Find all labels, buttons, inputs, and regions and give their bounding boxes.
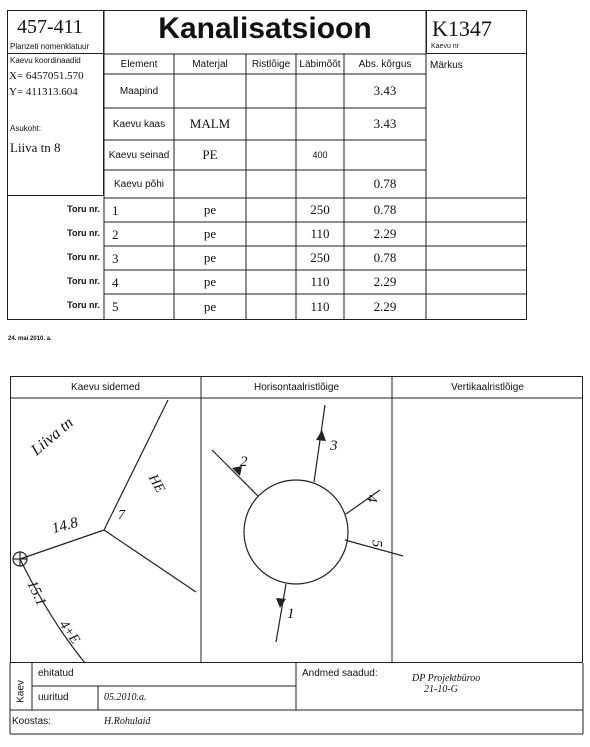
table-cell-materjal: PE xyxy=(202,147,218,162)
table-cell-korgus: 3.43 xyxy=(373,116,397,131)
horisontaal-sketch xyxy=(212,405,403,642)
col-header-ristloige: Ristlõige xyxy=(251,58,291,70)
pipe-korgus: 2.29 xyxy=(373,226,397,241)
col-header-materjal: Materjal xyxy=(192,58,228,70)
date-note: 24. mai 2010. a. xyxy=(8,336,52,342)
y-coord: Y= 411313.604 xyxy=(9,86,78,98)
asukoht-label: Asukoht: xyxy=(10,124,42,133)
pipe-labimoot: 250 xyxy=(310,250,330,265)
toru-label: Toru nr. xyxy=(67,300,100,310)
toru-label: Toru nr. xyxy=(67,252,100,262)
pipe-label-5: 5 xyxy=(368,539,385,548)
andmed-value-2: 21-10-G xyxy=(424,684,458,695)
page-title: Kanalisatsioon xyxy=(158,12,372,45)
uuritud-label: uuritud xyxy=(38,692,69,703)
pipe-materjal: pe xyxy=(203,226,217,241)
pipe-labimoot: 110 xyxy=(310,226,330,241)
pipe-label-1: 1 xyxy=(287,606,295,622)
table-cell-labimoot: 400 xyxy=(312,150,328,160)
toru-label: Toru nr. xyxy=(67,204,100,214)
andmed-value-1: DP Projektbüroo xyxy=(412,673,481,684)
panel-title-vertikaal: Vertikaalristlõige xyxy=(451,381,524,393)
table-row-element: Kaevu seinad xyxy=(108,149,170,161)
uuritud-value: 05.2010.a. xyxy=(104,692,147,703)
pipe-nr: 2 xyxy=(112,227,119,242)
pipe-nr: 3 xyxy=(112,251,119,266)
pipe-label-3: 3 xyxy=(330,438,338,454)
pipe-nr: 5 xyxy=(112,299,119,314)
table-cell-korgus: 3.43 xyxy=(373,83,397,98)
pipe-korgus: 2.29 xyxy=(373,299,397,314)
markus-label: Märkus xyxy=(430,60,463,71)
andmed-label: Andmed saadud: xyxy=(302,668,378,679)
distance-label-1: 14.8 xyxy=(50,514,80,538)
pipe-korgus: 2.29 xyxy=(373,274,397,289)
pipe-labimoot: 110 xyxy=(310,299,330,314)
col-header-element: Element xyxy=(120,58,158,70)
nomenklatuur-value: 457-411 xyxy=(17,16,83,38)
pipe-korgus: 0.78 xyxy=(373,250,397,265)
pipe-labimoot: 250 xyxy=(310,202,330,217)
pipe-label-2: 2 xyxy=(240,454,248,470)
koostas-value: H.Rohulaid xyxy=(104,716,151,727)
toru-label: Toru nr. xyxy=(67,228,100,238)
mark-he-1: HE xyxy=(145,472,168,496)
pipe-materjal: pe xyxy=(203,299,217,314)
pipe-korgus: 0.78 xyxy=(373,202,397,217)
ehitatud-label: ehitatud xyxy=(38,668,74,679)
panel-title-sidemed: Kaevu sidemed xyxy=(71,381,140,393)
x-coord: X= 6457051.570 xyxy=(9,70,84,82)
table-row-element: Kaevu kaas xyxy=(112,118,166,130)
table-cell-materjal: MALM xyxy=(189,116,231,131)
pipe-materjal: pe xyxy=(203,250,217,265)
table-row-element: Maapind xyxy=(119,85,159,97)
kaevu-nr-value: K1347 xyxy=(432,16,492,41)
distance-label-2: 15.1 xyxy=(23,578,50,609)
pipe-materjal: pe xyxy=(203,274,217,289)
coords-label: Kaevu koordinaadid xyxy=(10,56,81,65)
col-header-labimoot: Läbimõõt xyxy=(299,58,341,70)
col-header-korgus: Abs. kõrgus xyxy=(358,58,412,70)
mark-7: 7 xyxy=(118,508,125,523)
kaev-label: Kaev xyxy=(15,680,27,703)
koostas-label: Koostas: xyxy=(12,716,51,727)
table-cell-korgus: 0.78 xyxy=(373,176,397,191)
panel-title-horisontaal: Horisontaalristlõige xyxy=(253,381,340,393)
pipe-label-4: 4 xyxy=(363,494,380,503)
toru-label: Toru nr. xyxy=(67,276,100,286)
mark-he-2: 4+E xyxy=(55,618,83,648)
pipe-nr: 1 xyxy=(112,203,119,218)
table-row-element: Kaevu põhi xyxy=(113,178,165,190)
pipe-materjal: pe xyxy=(203,202,217,217)
kaevu-nr-label: Kaevu nr xyxy=(431,43,460,50)
asukoht-value: Liiva tn 8 xyxy=(10,140,61,155)
pipe-nr: 4 xyxy=(112,275,119,290)
street-label: Liiva tn xyxy=(28,414,77,460)
pipe-labimoot: 110 xyxy=(310,274,330,289)
nomenklatuur-label: Planzeti nomenklatuur xyxy=(10,42,90,51)
